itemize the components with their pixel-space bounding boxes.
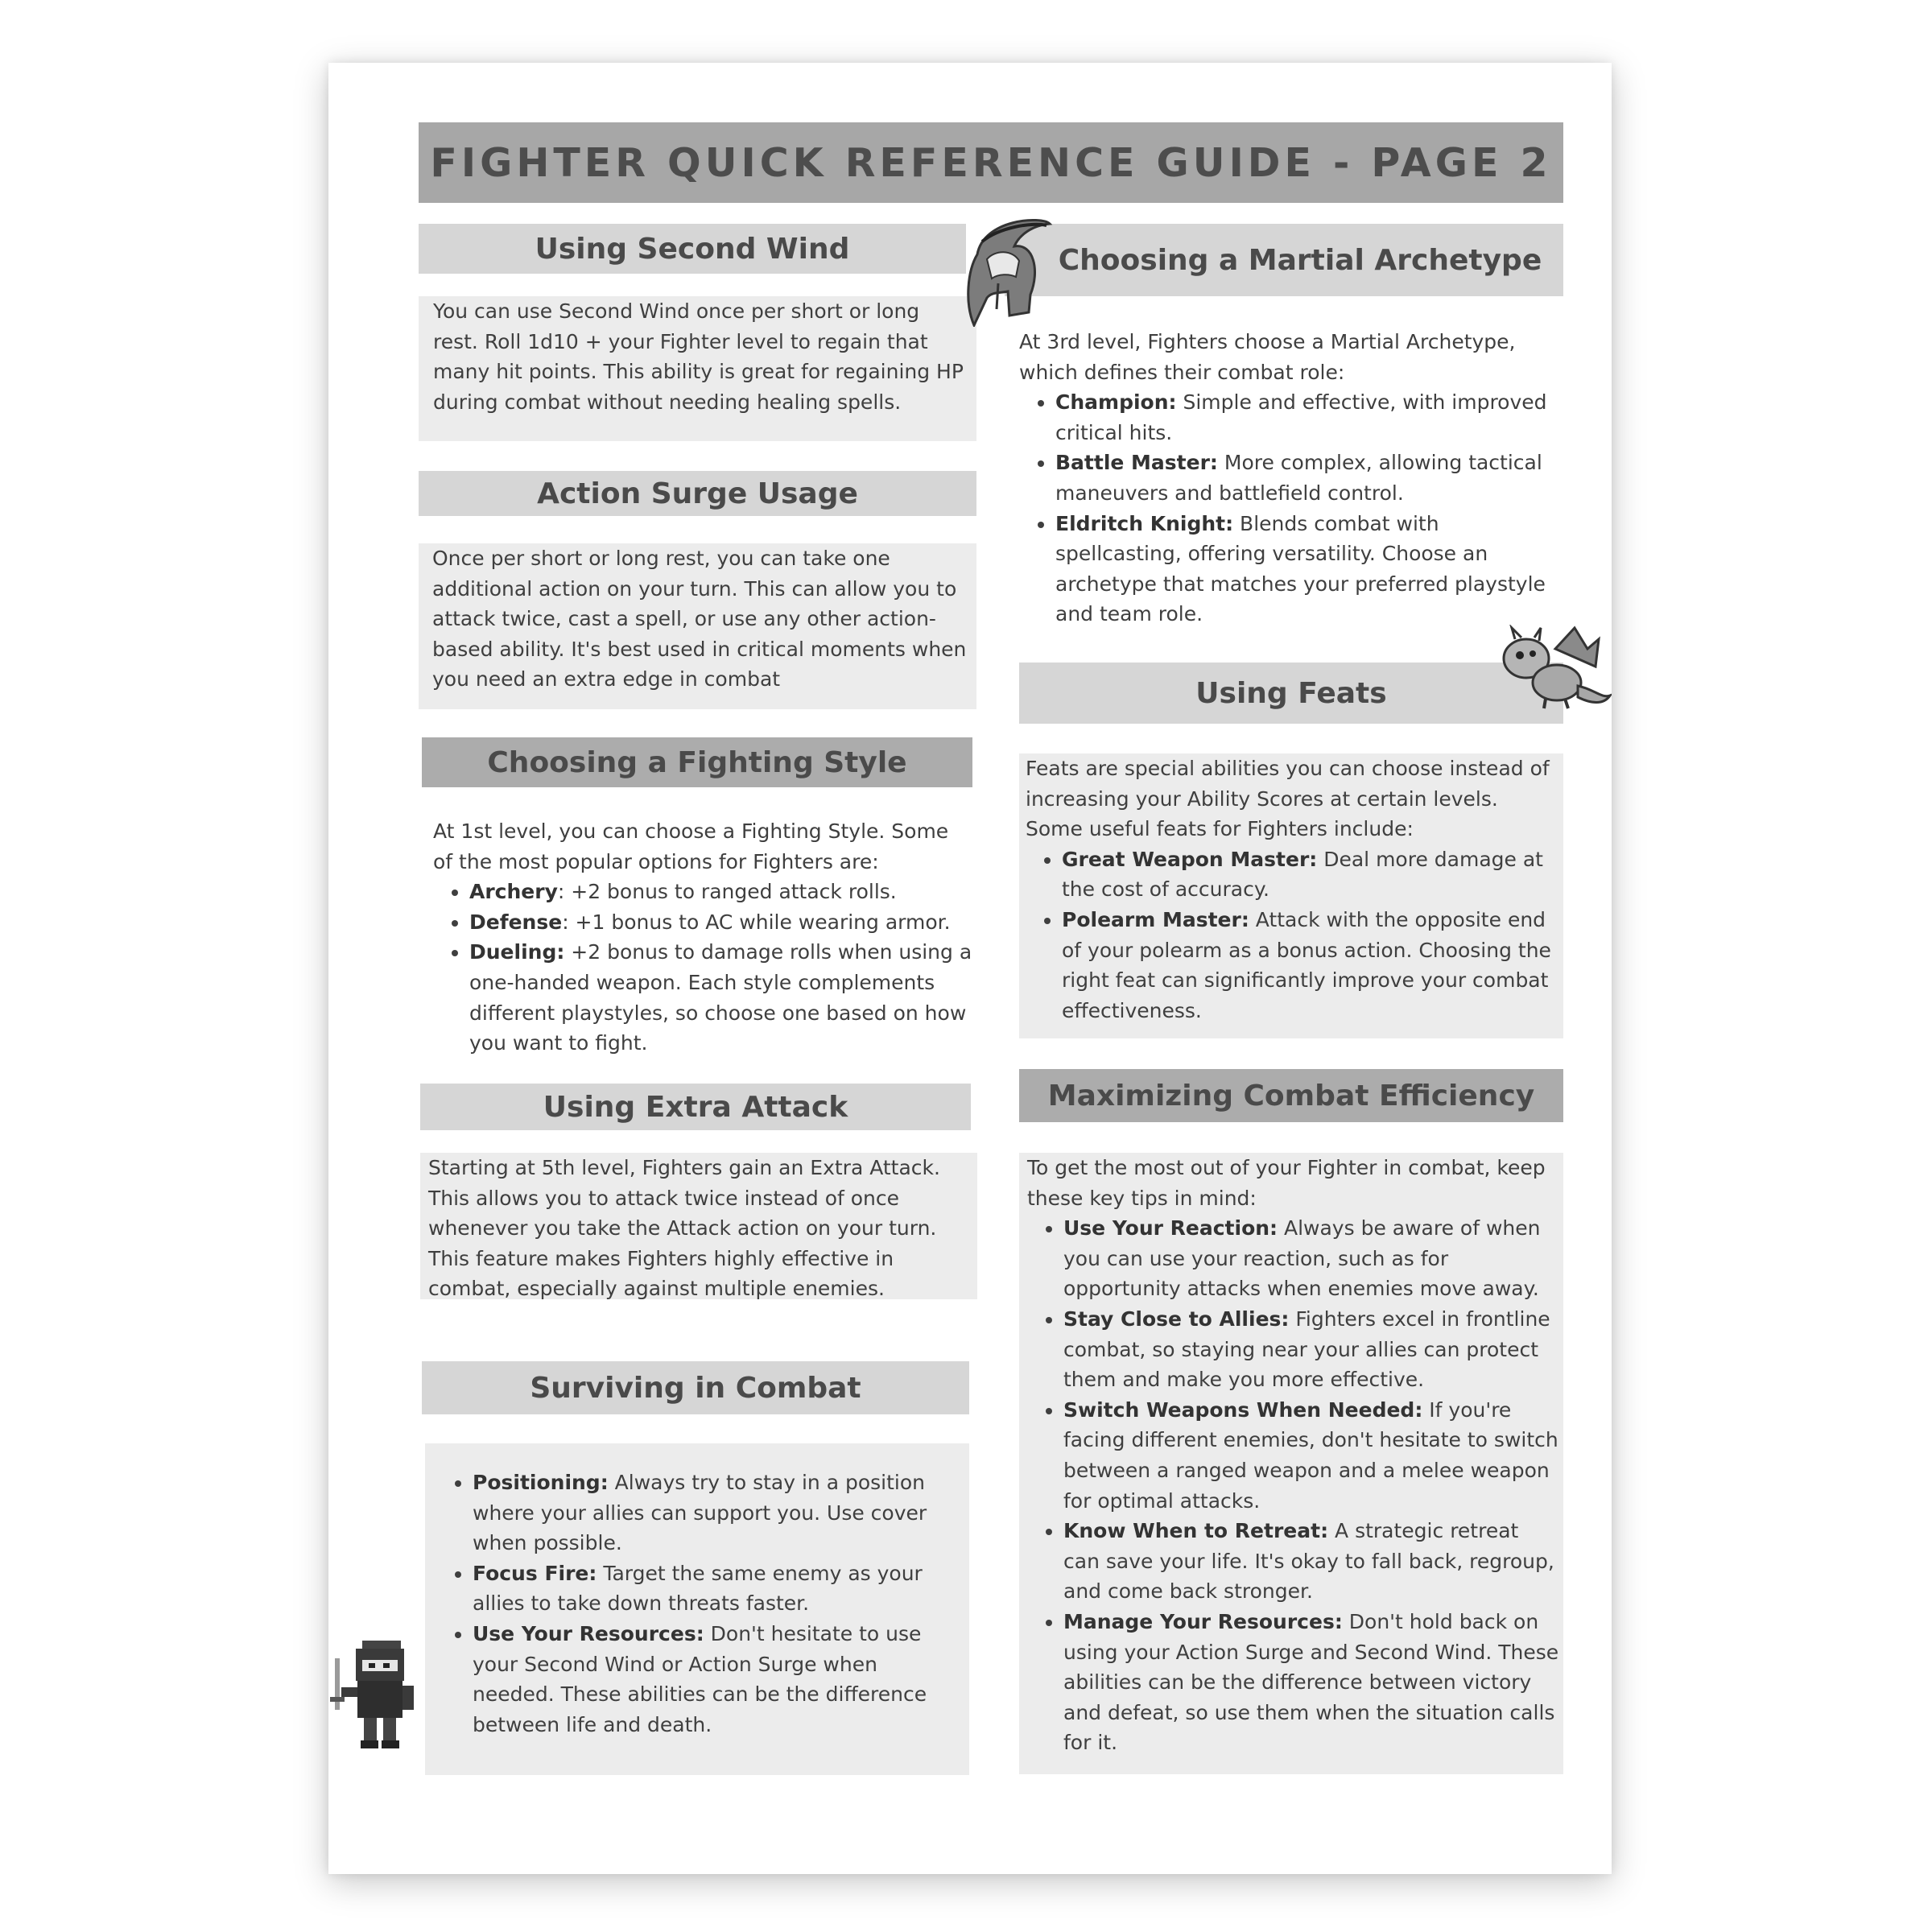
action-surge-heading: Action Surge Usage: [419, 471, 976, 516]
action-surge-box: [419, 543, 976, 709]
feats-intro: Feats are special abilities you can choose instead of increasing your Ability Scores at certain levels. Some useful feats for Fighters include:: [1026, 757, 1550, 841]
dragon-icon: [1497, 625, 1612, 712]
efficiency-item: • Use Your Reaction: Always be aware of when you can use your reaction, such as for opportunity attacks when enemies move away.: [1063, 1213, 1560, 1304]
archetype-box: [1019, 327, 1567, 633]
surviving-list: [436, 1468, 958, 1740]
feats-item: • Polearm Master: Attack with the opposite end of your polearm as a bonus action. Choosing the right feat can significantly improve your combat effectiveness.: [1062, 905, 1560, 1026]
archetype-heading: Choosing a Martial Archetype: [1005, 224, 1563, 296]
surviving-box: [425, 1443, 969, 1775]
extra-attack-heading: Using Extra Attack: [420, 1084, 971, 1130]
archetype-item: • Eldritch Knight: Blends combat with spellcasting, offering versatility. Choose an archetype that matches your preferred playstyle and team role.: [1055, 509, 1563, 630]
surviving-heading: Surviving in Combat: [422, 1361, 969, 1414]
efficiency-item: • Switch Weapons When Needed: If you're facing different enemies, don't hesitate to switch between a ranged weapon and a melee weapon for optimal attacks.: [1063, 1395, 1560, 1516]
pixel-knight-icon: [330, 1633, 420, 1753]
fighting-style-intro: At 1st level, you can choose a Fighting Style. Some of the most popular options for Fighters are:: [433, 819, 949, 873]
second-wind-box: [419, 296, 976, 441]
fighting-style-box: [422, 816, 977, 1058]
archetype-list: [1019, 387, 1563, 630]
page-title: FIGHTER QUICK REFERENCE GUIDE - PAGE 2: [430, 139, 1552, 186]
efficiency-intro: To get the most out of your Fighter in combat, keep these key tips in mind:: [1027, 1156, 1546, 1210]
feats-item: • Great Weapon Master: Deal more damage at the cost of accuracy.: [1062, 844, 1560, 905]
fighting-style-list: [433, 877, 972, 1059]
action-surge-text: Once per short or long rest, you can take one additional action on your turn. This can allow you to attack twice, cast a spell, or use any other action-based ability. It's best used in critical moments when you need an extra edge in combat: [432, 547, 967, 691]
efficiency-item: • Manage Your Resources: Don't hold back on using your Action Surge and Second Wind. These abilities can be the difference between victory and defeat, so use them when the situation calls for it.: [1063, 1607, 1560, 1758]
document-page: [328, 63, 1612, 1874]
archetype-intro: At 3rd level, Fighters choose a Martial Archetype, which defines their combat role:: [1019, 330, 1516, 384]
surviving-item: • Use Your Resources: Don't hesitate to use your Second Wind or Action Surge when needed. These abilities can be the difference between life and death.: [473, 1619, 958, 1740]
efficiency-list: [1027, 1213, 1560, 1758]
extra-attack-box: [420, 1153, 977, 1299]
efficiency-item: • Know When to Retreat: A strategic retreat can save your life. It's okay to fall back, regroup, and come back stronger.: [1063, 1516, 1560, 1607]
feats-heading: Using Feats: [1019, 663, 1563, 724]
fighting-style-item: • Dueling: +2 bonus to damage rolls when using a one-handed weapon. Each style complements different playstyles, so choose one based on how you want to fight.: [469, 937, 972, 1058]
second-wind-heading: Using Second Wind: [419, 224, 966, 274]
efficiency-box: [1019, 1153, 1563, 1774]
efficiency-item: • Stay Close to Allies: Fighters excel in frontline combat, so staying near your allies can protect them and make you more effective.: [1063, 1304, 1560, 1395]
surviving-item: • Positioning: Always try to stay in a position where your allies can support you. Use cover when possible.: [473, 1468, 958, 1558]
feats-box: [1019, 753, 1563, 1038]
spartan-helmet-icon: [960, 214, 1053, 327]
archetype-item: • Battle Master: More complex, allowing tactical maneuvers and battlefield control.: [1055, 448, 1563, 508]
efficiency-heading: Maximizing Combat Efficiency: [1019, 1069, 1563, 1122]
surviving-item: • Focus Fire: Target the same enemy as your allies to take down threats faster.: [473, 1558, 958, 1619]
archetype-item: • Champion: Simple and effective, with improved critical hits.: [1055, 387, 1563, 448]
fighting-style-item: • Archery: +2 bonus to ranged attack rolls.: [469, 877, 972, 907]
title-banner: [419, 122, 1563, 203]
fighting-style-item: • Defense: +1 bonus to AC while wearing armor.: [469, 907, 972, 938]
fighting-style-heading: Choosing a Fighting Style: [422, 737, 972, 787]
second-wind-text: You can use Second Wind once per short or long rest. Roll 1d10 + your Fighter level to regain that many hit points. This ability is great for regaining HP during combat without needing healing spells.: [433, 299, 964, 414]
feats-list: [1026, 844, 1560, 1026]
extra-attack-text: Starting at 5th level, Fighters gain an Extra Attack. This allows you to attack twice instead of once whenever you take the Attack action on your turn. This feature makes Fighters highly effective in combat, especially against multiple enemies.: [428, 1156, 940, 1301]
